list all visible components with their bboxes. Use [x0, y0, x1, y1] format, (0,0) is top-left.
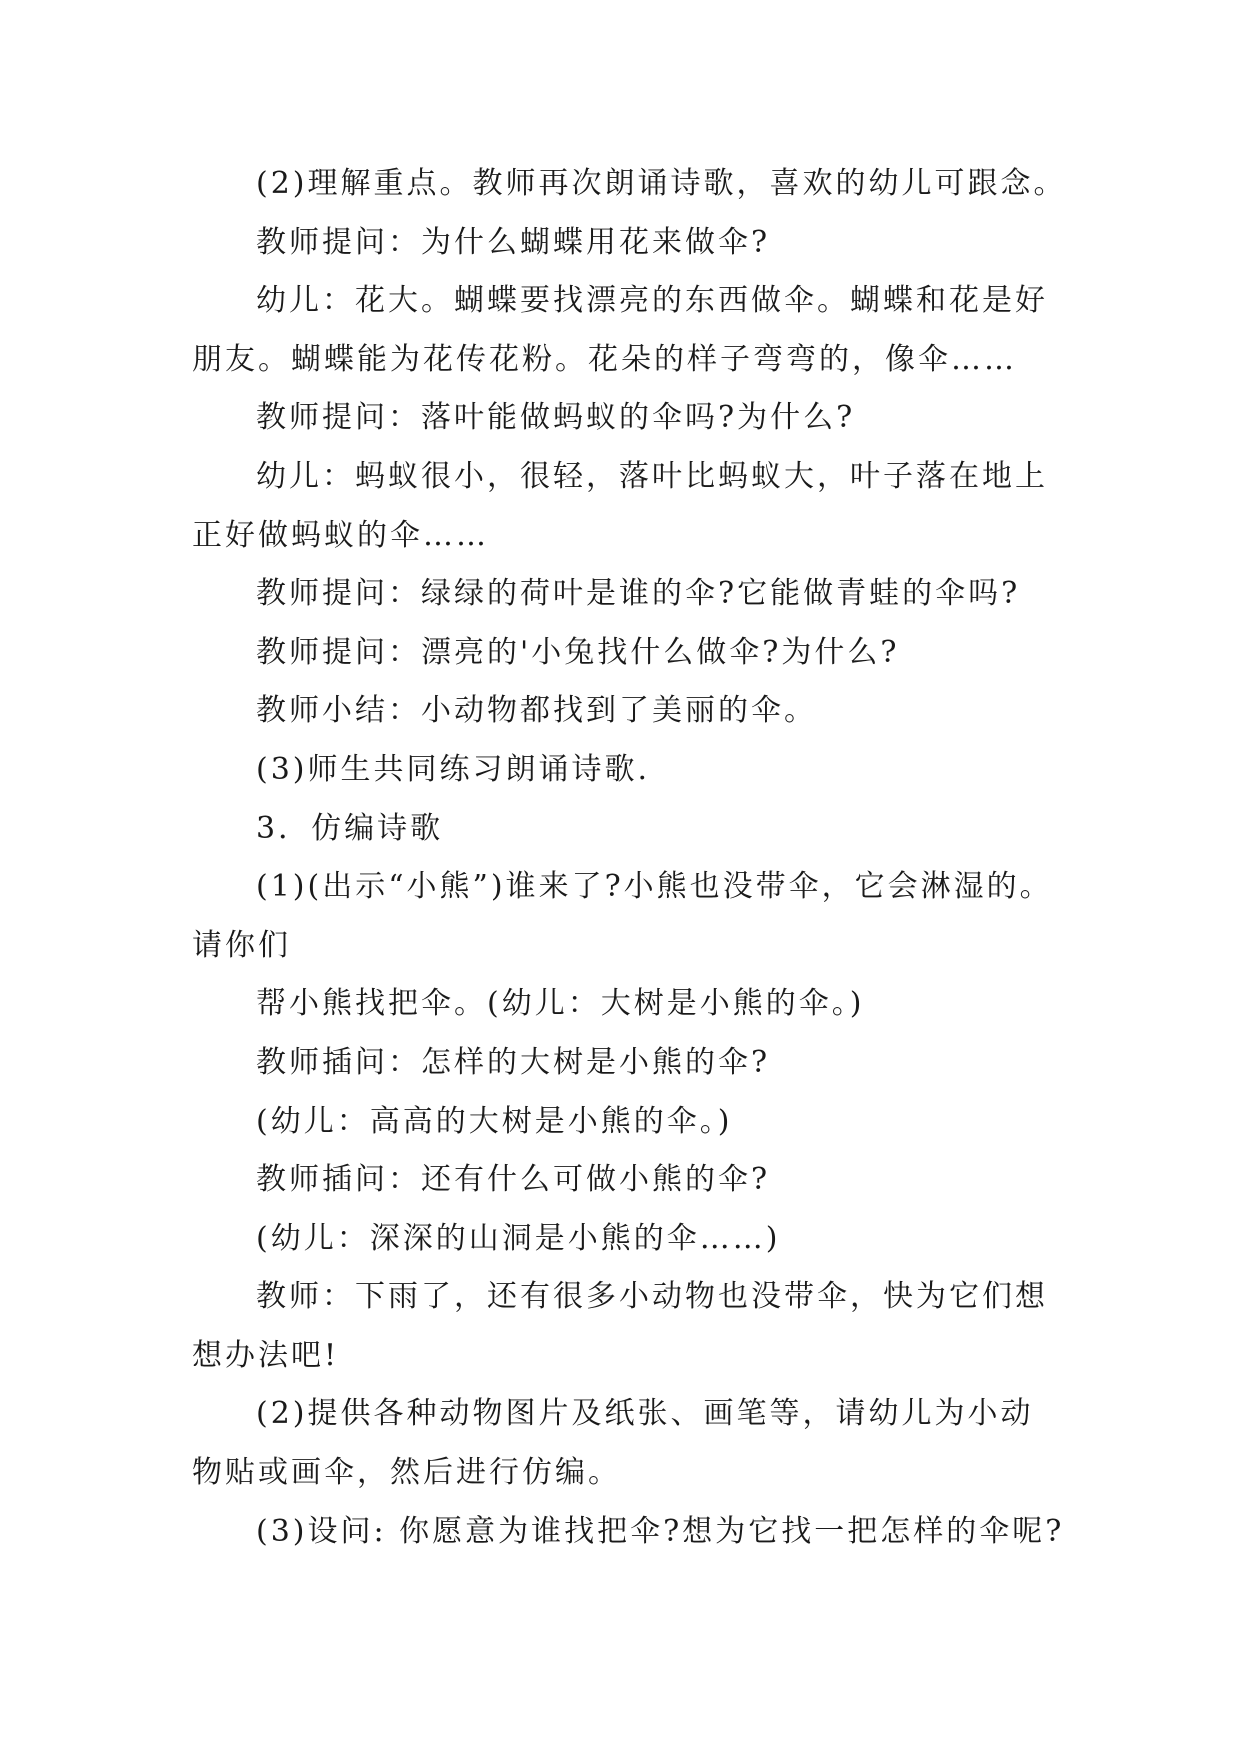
text-line: 教师插问：还有什么可做小熊的伞? [256, 1162, 771, 1198]
text-line: 教师提问：落叶能做蚂蚁的伞吗?为什么? [256, 400, 856, 436]
text-line: 物贴或画伞，然后进行仿编。 [192, 1455, 621, 1491]
text-line: 正好做蚂蚁的伞…… [192, 517, 489, 553]
text-line: 朋友。蝴蝶能为花传花粉。花朵的样子弯弯的，像伞…… [192, 341, 1017, 377]
text-line: 帮小熊找把伞。(幼儿：大树是小熊的伞。) [256, 986, 865, 1022]
text-line: (3)师生共同练习朗诵诗歌. [256, 751, 651, 787]
text-line: 教师插问：怎样的大树是小熊的伞? [256, 1044, 771, 1080]
text-line: (2)理解重点。教师再次朗诵诗歌，喜欢的幼儿可跟念。 [256, 166, 1067, 201]
text-line: 幼儿：蚂蚁很小，很轻，落叶比蚂蚁大，叶子落在地上 [256, 458, 1048, 494]
document-body [192, 155, 1072, 1561]
text-line: (2)提供各种动物图片及纸张、画笔等，请幼儿为小动 [256, 1396, 1034, 1432]
text-line: 想办法吧! [192, 1337, 340, 1373]
text-line: 教师小结：小动物都找到了美丽的伞。 [256, 693, 817, 729]
text-line: 教师提问：为什么蝴蝶用花来做伞? [256, 224, 771, 260]
section-heading: 3．仿编诗歌 [256, 810, 444, 846]
text-line: 幼儿：花大。蝴蝶要找漂亮的东西做伞。蝴蝶和花是好 [256, 283, 1048, 319]
text-line: (幼儿：高高的大树是小熊的伞。) [256, 1103, 733, 1139]
text-line: 教师提问：绿绿的荷叶是谁的伞?它能做青蛙的伞吗? [256, 576, 1021, 612]
text-line: 请你们 [192, 927, 291, 963]
text-line: 教师提问：漂亮的'小兔找什么做伞?为什么? [256, 634, 900, 670]
text-line: 教师：下雨了，还有很多小动物也没带伞，快为它们想 [256, 1279, 1048, 1315]
text-line: (1)(出示“小熊”)谁来了?小熊也没带伞，它会淋湿的。 [256, 869, 1053, 905]
text-line: (幼儿：深深的山洞是小熊的伞……) [256, 1220, 781, 1256]
text-line: (3)设问: 你愿意为谁找把伞?想为它找一把怎样的伞呢? [256, 1513, 1065, 1549]
